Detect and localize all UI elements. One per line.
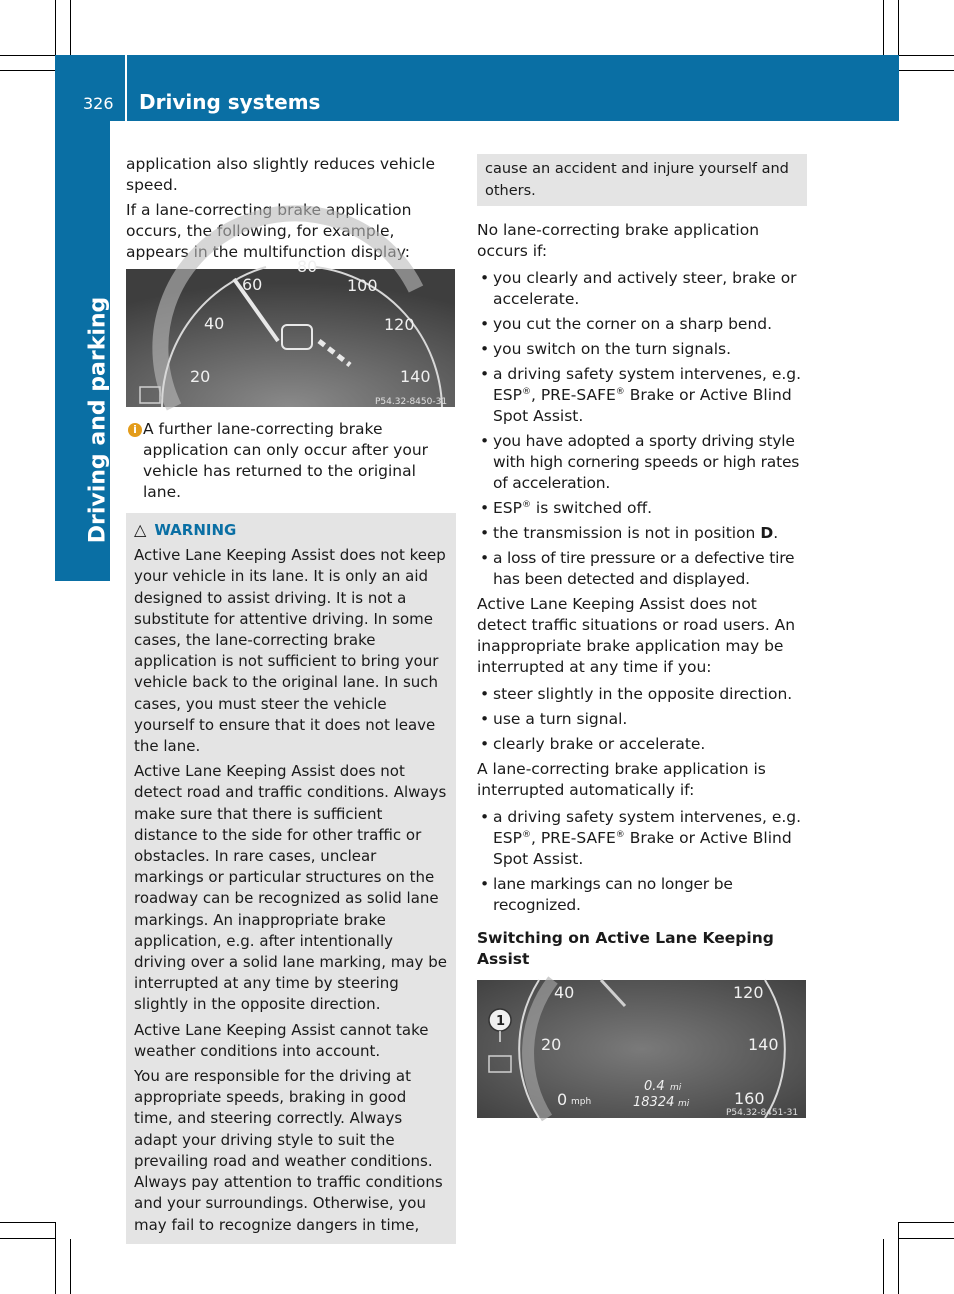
warning-paragraph: Active Lane Keeping Assist cannot take weather conditions into account.	[134, 1020, 429, 1060]
lane-assist-on-figure	[477, 980, 806, 1118]
crop-mark	[0, 1238, 55, 1239]
crop-mark	[899, 70, 954, 71]
bullet-list	[477, 807, 807, 916]
list-item-text: , PRE-SAFE	[530, 386, 616, 404]
registered-mark: ®	[521, 829, 531, 840]
warning-triangle-icon: △	[134, 520, 147, 539]
scale-label: 20	[190, 367, 211, 386]
warning-paragraph: Active Lane Keeping Assist does not keep your vehicle in its lane. It is only an aid designed to assist driving. It is not a substitute for attentive driving. In some cases, the lane-correcting brake application is not sufficient to bring your vehicle back to the original lane. In such cases, you must steer the vehicle yourself to ensure that it does not leave the lane.	[134, 546, 446, 756]
scale-label: 60	[242, 275, 263, 294]
warning-box	[126, 513, 456, 1244]
warning-title: WARNING	[154, 521, 237, 539]
crop-mark	[0, 70, 55, 71]
bullet-list	[477, 684, 807, 755]
list-item	[477, 498, 807, 519]
section-title: Driving systems	[139, 90, 321, 114]
list-item: • use a turn signal.	[477, 709, 807, 730]
crop-mark	[70, 0, 71, 55]
list-item: • steer slightly in the opposite direction.	[477, 684, 807, 705]
list-item-text: Brake or Active Blind Spot Assist.	[493, 829, 792, 868]
paragraph: A lane-correcting brake application is interrupted automatically if:	[477, 760, 766, 799]
list-item: • lane markings can no longer be recognized.	[477, 874, 807, 916]
crop-mark	[0, 55, 55, 56]
paragraph: Active Lane Keeping Assist does not detect traffic situations or road users. An inappropriate brake application may be interrupted at any time if you:	[477, 595, 796, 676]
scale-label: 120	[384, 315, 415, 334]
odometer-value: 18324	[633, 1095, 675, 1110]
list-item-text: a driving safety system intervenes, e.g. ESP	[493, 365, 802, 404]
scale-label: 40	[554, 983, 575, 1002]
scale-label: 120	[733, 983, 764, 1002]
list-item-text: .	[773, 524, 779, 542]
speed-unit: mph	[571, 1097, 592, 1107]
header-divider	[125, 55, 127, 121]
warning-box-continued: cause an accident and injure yourself and others.	[477, 154, 807, 206]
figure-caption-code: P54.32-8451-31	[726, 1108, 799, 1118]
registered-mark: ®	[615, 386, 625, 397]
scale-label: 80	[297, 257, 318, 276]
list-item-text: ESP	[493, 499, 522, 517]
instrument-cluster-illustration	[477, 980, 806, 1118]
speedometer-illustration	[126, 257, 455, 407]
crop-mark	[70, 1239, 71, 1294]
list-item: • you clearly and actively steer, brake or accelerate.	[477, 268, 807, 310]
list-item: • a loss of tire pressure or a defective tire has been detected and displayed.	[477, 548, 807, 590]
list-item: • clearly brake or accelerate.	[477, 734, 807, 755]
trip-value: 0.4	[644, 1079, 665, 1094]
bullet-list	[477, 268, 807, 590]
list-item-text: is switched off.	[530, 499, 653, 517]
scale-label: 140	[400, 367, 431, 386]
chapter-side-label: Driving and parking	[85, 296, 111, 544]
list-item: • you switch on the turn signals.	[477, 339, 807, 360]
info-icon: i	[128, 423, 142, 437]
list-item	[477, 523, 807, 544]
right-column	[477, 154, 807, 1118]
trip-unit: mi	[670, 1083, 682, 1093]
paragraph: No lane-correcting brake application occurs if:	[477, 221, 760, 260]
crop-mark	[898, 1222, 899, 1294]
registered-mark: ®	[521, 386, 531, 397]
list-item: • you cut the corner on a sharp bend.	[477, 314, 807, 335]
left-column	[126, 154, 456, 1244]
scale-label: 40	[204, 314, 225, 333]
list-item-text: a driving safety system intervenes, e.g. ESP	[493, 808, 802, 847]
list-item	[477, 807, 807, 870]
list-item	[477, 364, 807, 427]
info-note-text: A further lane-correcting brake application can only occur after your vehicle has returned to the original lane.	[143, 420, 429, 501]
list-item: • you have adopted a sporty driving style with high cornering speeds or high rates of acceleration.	[477, 431, 807, 494]
list-item-text: the transmission is not in position	[493, 524, 761, 542]
info-note	[126, 419, 456, 503]
scale-label: 100	[347, 276, 378, 295]
callout-number: 1	[496, 1014, 506, 1029]
crop-mark	[899, 1222, 954, 1223]
lane-assist-display-figure	[126, 257, 455, 407]
registered-mark: ®	[615, 829, 625, 840]
crop-mark	[55, 1222, 56, 1294]
warning-paragraph: You are responsible for the driving at appropriate speeds, braking in good time, and steering correctly. Always adapt your driving style to suit the prevailing road and weather conditions. Always pay attention to traffic conditions and your surroundings. Otherwise, you may fail to recognize dangers in time,	[134, 1067, 443, 1234]
crop-mark	[0, 1222, 55, 1223]
list-item-text: Brake or Active Blind Spot Assist.	[493, 386, 792, 425]
subheading: Switching on Active Lane Keeping Assist	[477, 929, 774, 968]
warning-paragraph: Active Lane Keeping Assist does not detect road and traffic conditions. Always make sure that there is sufficient distance to the side for other traffic or obstacles. In rare cases, unclear markings or particular structures on the roadway can be recognized as solid lane markings. An inappropriate brake application, e.g. after intentionally driving over a solid lane marking, may be interrupted at any time by steering slightly in the opposite direction.	[134, 762, 447, 1014]
paragraph: If a lane-correcting brake application occurs, the following, for example, appears in the multifunction display:	[126, 201, 412, 261]
list-item-text: , PRE-SAFE	[530, 829, 616, 847]
scale-label: 0	[557, 1090, 568, 1109]
figure-caption-code: P54.32-8450-31	[375, 397, 448, 407]
page-number: 326	[83, 94, 114, 113]
transmission-position: D	[760, 524, 774, 542]
crop-mark	[899, 1238, 954, 1239]
crop-mark	[899, 55, 954, 56]
scale-label: 140	[748, 1035, 779, 1054]
warning-heading	[134, 519, 448, 541]
scale-label: 160	[734, 1089, 765, 1108]
crop-mark	[883, 1239, 884, 1294]
odometer-unit: mi	[678, 1099, 690, 1109]
paragraph: application also slightly reduces vehicle speed.	[126, 155, 436, 194]
registered-mark: ®	[521, 499, 531, 510]
crop-mark	[883, 0, 884, 55]
scale-label: 20	[541, 1035, 562, 1054]
